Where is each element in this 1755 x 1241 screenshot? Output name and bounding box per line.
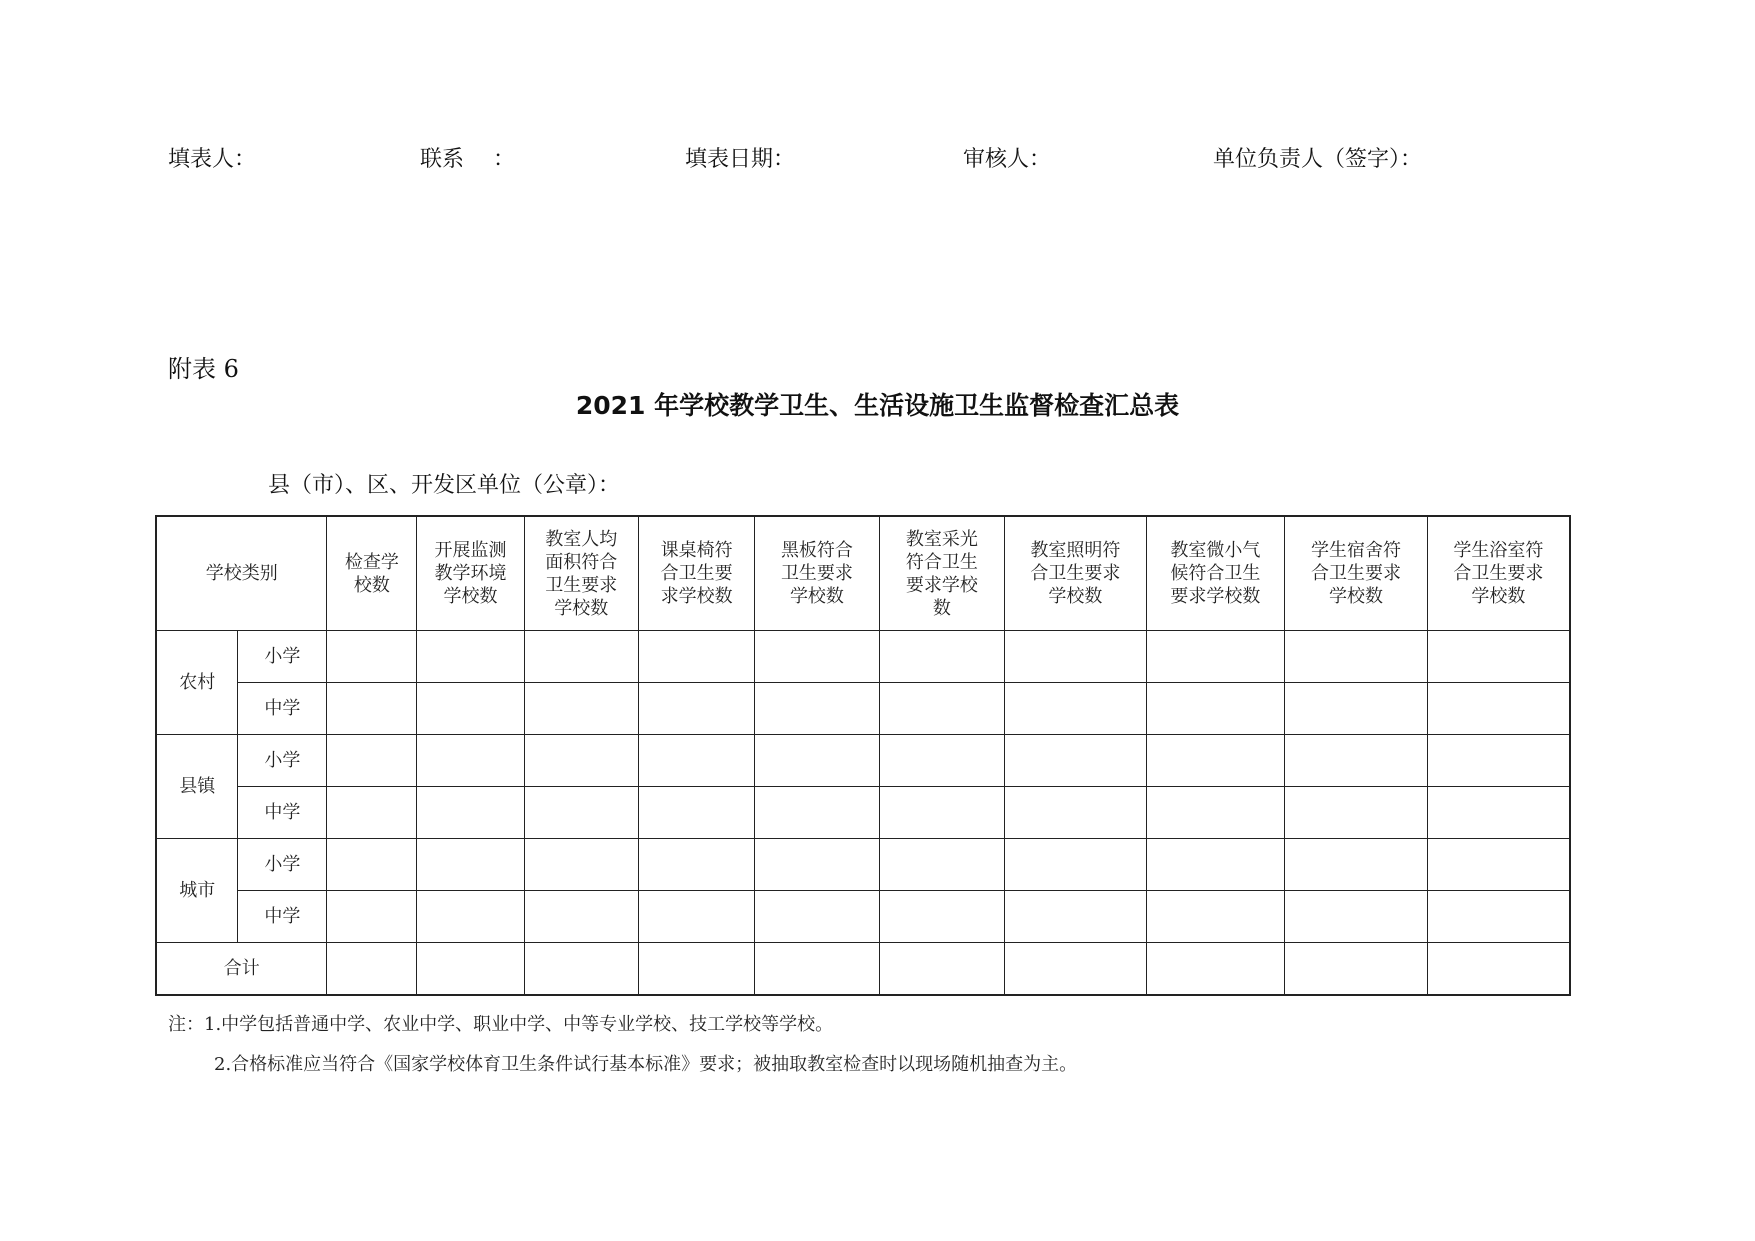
group-label: 城市: [156, 839, 238, 943]
unit-head-signature-label: 单位负责人（签字）：: [1213, 147, 1423, 172]
table-cell[interactable]: [417, 787, 524, 839]
table-cell[interactable]: [1285, 735, 1428, 787]
table-cell[interactable]: [755, 735, 879, 787]
row-label: 小学: [238, 839, 327, 891]
table-cell[interactable]: [755, 891, 879, 943]
table-cell[interactable]: [417, 735, 524, 787]
table-cell[interactable]: [755, 839, 879, 891]
table-cell[interactable]: [1005, 631, 1147, 683]
table-cell[interactable]: [1005, 787, 1147, 839]
column-header: 课桌椅符合卫生要求学校数: [638, 516, 754, 631]
table-cell[interactable]: [1146, 839, 1285, 891]
table-row: [156, 631, 1570, 683]
table-row: [156, 787, 1570, 839]
table-cell[interactable]: [1146, 891, 1285, 943]
row-label: 小学: [238, 735, 327, 787]
table-cell[interactable]: [327, 943, 417, 996]
table-cell[interactable]: [1285, 631, 1428, 683]
table-cell[interactable]: [1005, 735, 1147, 787]
table-cell[interactable]: [1005, 839, 1147, 891]
table-cell[interactable]: [1146, 787, 1285, 839]
contact-label: 联系 ：: [420, 147, 515, 172]
table-cell[interactable]: [524, 631, 638, 683]
column-header: 教室采光符合卫生要求学校数: [879, 516, 1004, 631]
row-label: 中学: [238, 787, 327, 839]
table-cell[interactable]: [638, 735, 754, 787]
table-cell[interactable]: [1427, 787, 1570, 839]
column-header: 检查学校数: [327, 516, 417, 631]
school-category-header: 学校类别: [156, 516, 327, 631]
unit-seal-label: 县（市）、区、开发区单位（公章）：: [268, 473, 621, 498]
table-cell[interactable]: [417, 891, 524, 943]
table-cell[interactable]: [327, 787, 417, 839]
table-cell[interactable]: [1285, 787, 1428, 839]
table-cell[interactable]: [1146, 943, 1285, 996]
table-cell[interactable]: [327, 683, 417, 735]
table-cell[interactable]: [1146, 735, 1285, 787]
column-header: 黑板符合卫生要求学校数: [755, 516, 879, 631]
table-cell[interactable]: [638, 631, 754, 683]
table-cell[interactable]: [524, 787, 638, 839]
column-header: 学生浴室符合卫生要求学校数: [1427, 516, 1570, 631]
notes: [168, 1005, 1077, 1085]
table-row: [156, 839, 1570, 891]
table-cell[interactable]: [1005, 683, 1147, 735]
table-cell[interactable]: [1427, 631, 1570, 683]
column-header: 教室照明符合卫生要求学校数: [1005, 516, 1147, 631]
table-cell[interactable]: [638, 787, 754, 839]
table-cell[interactable]: [879, 891, 1004, 943]
table-cell[interactable]: [1285, 683, 1428, 735]
table-cell[interactable]: [755, 943, 879, 996]
group-label: 县镇: [156, 735, 238, 839]
filler-label: 填表人：: [168, 147, 257, 172]
table-cell[interactable]: [1427, 683, 1570, 735]
table-cell[interactable]: [524, 683, 638, 735]
table-cell[interactable]: [879, 683, 1004, 735]
table-row: [156, 891, 1570, 943]
table-cell[interactable]: [1427, 839, 1570, 891]
table-cell[interactable]: [1005, 943, 1147, 996]
column-header: 教室人均面积符合卫生要求学校数: [524, 516, 638, 631]
table-cell[interactable]: [755, 787, 879, 839]
table-cell[interactable]: [638, 683, 754, 735]
row-label: 中学: [238, 683, 327, 735]
note-1: 注：1.中学包括普通中学、农业中学、职业中学、中等专业学校、技工学校等学校。: [168, 1014, 834, 1035]
table-row: [156, 683, 1570, 735]
column-header: 学生宿舍符合卫生要求学校数: [1285, 516, 1428, 631]
table-cell[interactable]: [417, 631, 524, 683]
fill-date-label: 填表日期：: [685, 147, 796, 172]
column-header: 开展监测教学环境学校数: [417, 516, 524, 631]
table-cell[interactable]: [417, 839, 524, 891]
table-cell[interactable]: [327, 735, 417, 787]
table-cell[interactable]: [1427, 943, 1570, 996]
row-label: 小学: [238, 631, 327, 683]
table-cell[interactable]: [1285, 839, 1428, 891]
table-cell[interactable]: [524, 943, 638, 996]
table-cell[interactable]: [879, 735, 1004, 787]
table-cell[interactable]: [879, 839, 1004, 891]
table-cell[interactable]: [755, 631, 879, 683]
column-header: 教室微小气候符合卫生要求学校数: [1146, 516, 1285, 631]
table-cell[interactable]: [1285, 891, 1428, 943]
table-cell[interactable]: [417, 943, 524, 996]
table-cell[interactable]: [1427, 735, 1570, 787]
table-header-row: [156, 516, 1570, 631]
group-label: 农村: [156, 631, 238, 735]
table-cell[interactable]: [638, 891, 754, 943]
table-cell[interactable]: [638, 943, 754, 996]
appendix-label: 附表 6: [168, 355, 239, 383]
table-cell[interactable]: [524, 891, 638, 943]
table-cell[interactable]: [327, 839, 417, 891]
page-title: 2021 年学校教学卫生、生活设施卫生监督检查汇总表: [575, 391, 1180, 420]
signature-row: [0, 142, 1755, 182]
table-cell[interactable]: [1146, 631, 1285, 683]
table-cell[interactable]: [879, 943, 1004, 996]
table-cell[interactable]: [879, 631, 1004, 683]
table-cell[interactable]: [879, 787, 1004, 839]
table-cell[interactable]: [638, 839, 754, 891]
table-cell[interactable]: [417, 683, 524, 735]
note-2: 2.合格标准应当符合《国家学校体育卫生条件试行基本标准》要求；被抽取教室检查时以现场随机抽查为主。: [214, 1054, 1078, 1075]
total-row: [156, 943, 1570, 996]
table-cell[interactable]: [1427, 891, 1570, 943]
table-cell[interactable]: [327, 891, 417, 943]
row-label: 中学: [238, 891, 327, 943]
table-cell[interactable]: [1005, 891, 1147, 943]
total-label: 合计: [156, 943, 327, 996]
reviewer-label: 审核人：: [963, 147, 1052, 172]
inspection-summary-table: [155, 515, 1571, 996]
table-cell[interactable]: [1285, 943, 1428, 996]
table-cell[interactable]: [1146, 683, 1285, 735]
table-row: [156, 735, 1570, 787]
table-cell[interactable]: [755, 683, 879, 735]
table-cell[interactable]: [524, 839, 638, 891]
table-cell[interactable]: [524, 735, 638, 787]
table-cell[interactable]: [327, 631, 417, 683]
